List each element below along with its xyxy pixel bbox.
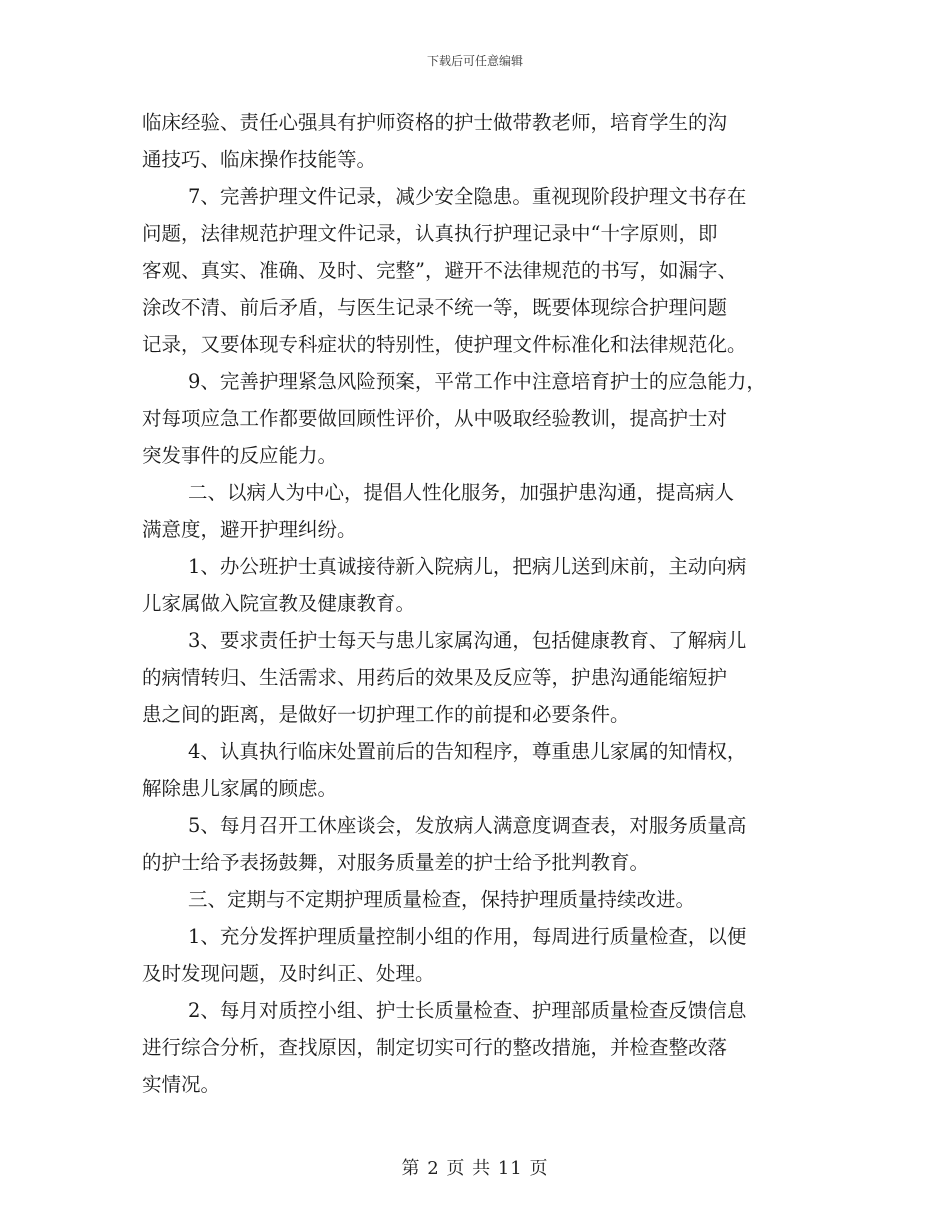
page-footer: 第 2 页 共 11 页 <box>401 1158 549 1179</box>
text-line: 涂改不清、前后矛盾，与医生记录不统一等，既要体现综合护理问题 <box>142 296 728 319</box>
text-line: 问题，法律规范护理文件记录，认真执行护理记录中“十字原则，即 <box>142 222 718 245</box>
text-line: 临床经验、责任心强具有护师资格的护士做带教老师，培育学生的沟 <box>142 111 728 134</box>
text-line: 4、认真执行临床处置前后的告知程序，尊重患儿家属的知情权， <box>188 740 747 763</box>
text-line: 客观、真实、准确、及时、完整”，避开不法律规范的书写，如漏字、 <box>142 259 737 282</box>
text-line: 及时发现问题，及时纠正、处理。 <box>142 962 435 985</box>
text-line: 对每项应急工作都要做回顾性评价，从中吸取经验教训，提高护士对 <box>142 407 728 430</box>
text-line: 实情况。 <box>142 1073 221 1096</box>
text-line: 9、完善护理紧急风险预案，平常工作中注意培育护士的应急能力， <box>188 370 766 393</box>
text-line: 进行综合分析，查找原因，制定切实可行的整改措施，并检查整改落 <box>142 1036 728 1059</box>
text-line: 满意度，避开护理纠纷。 <box>142 518 357 541</box>
text-line: 3、要求责任护士每天与患儿家属沟通，包括健康教育、了解病儿 <box>188 629 747 652</box>
text-line: 三、定期与不定期护理质量检查，保持护理质量持续改进。 <box>188 888 696 911</box>
text-line: 的护士给予表扬鼓舞，对服务质量差的护士给予批判教育。 <box>142 851 650 874</box>
text-line: 二、以病人为中心，提倡人性化服务，加强护患沟通，提高病人 <box>188 481 735 504</box>
text-line: 通技巧、临床操作技能等。 <box>142 148 377 171</box>
text-line: 5、每月召开工休座谈会，发放病人满意度调查表，对服务质量高 <box>188 814 747 837</box>
text-line: 患之间的距离，是做好一切护理工作的前提和必要条件。 <box>142 703 630 726</box>
text-line: 的病情转归、生活需求、用药后的效果及反应等，护患沟通能缩短护 <box>142 666 728 689</box>
text-line: 1、办公班护士真诚接待新入院病儿，把病儿送到床前，主动向病 <box>188 555 747 578</box>
text-line: 解除患儿家属的顾虑。 <box>142 777 338 800</box>
text-line: 2、每月对质控小组、护士长质量检查、护理部质量检查反馈信息 <box>188 999 747 1022</box>
text-line: 儿家属做入院宣教及健康教育。 <box>142 592 416 615</box>
text-line: 1、充分发挥护理质量控制小组的作用，每周进行质量检查，以便 <box>188 925 747 948</box>
text-line: 突发事件的反应能力。 <box>142 444 338 467</box>
text-line: 记录，又要体现专科症状的特别性，使护理文件标准化和法律规范化。 <box>142 333 747 356</box>
text-line: 7、完善护理文件记录，减少安全隐患。重视现阶段护理文书存在 <box>188 185 747 208</box>
page-header: 下载后可任意编辑 <box>426 54 523 68</box>
document-body <box>142 104 812 1103</box>
